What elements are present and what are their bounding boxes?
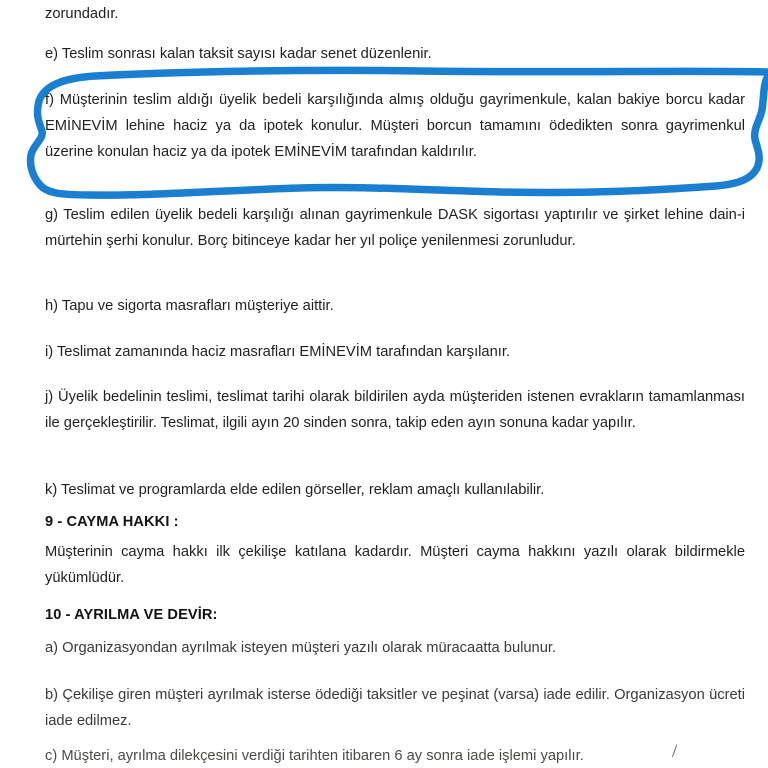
paragraph-10c: c) Müşteri, ayrılma dilekçesini verdiği tarihten itibaren 6 ay sonra iade işlemi yapılır. <box>45 748 584 764</box>
paragraph-k: k) Teslimat ve programlarda elde edilen görseller, reklam amaçlı kullanılabilir. <box>45 482 545 498</box>
heading-10-ayrilma-ve-devir: 10 - AYRILMA VE DEVİR: <box>45 607 218 623</box>
paragraph-i: i) Teslimat zamanında haciz masrafları EMİNEVİM tarafından karşılanır. <box>45 344 511 360</box>
paragraph-e: e) Teslim sonrası kalan taksit sayısı kadar senet düzenlenir. <box>45 46 432 62</box>
heading-9-cayma-hakki: 9 - CAYMA HAKKI : <box>45 514 179 530</box>
paragraph-9a: Müşterinin cayma hakkı ilk çekilişe katılana kadardır. Müşteri cayma hakkını yazılı olarak bildirmekle yükümlüdür. <box>45 544 745 586</box>
paragraph-g: g) Teslim edilen üyelik bedeli karşılığı alınan gayrimenkule DASK sigortası yaptırılır ve şirket lehine dain-i mürtehin şerhi konulur. Borç bitinceye kadar her yıl poliçe yenilenmesi zorunludur. <box>45 207 745 249</box>
paragraph-10a: a) Organizasyondan ayrılmak isteyen müşteri yazılı olarak müracaatta bulunur. <box>45 640 557 656</box>
paragraph-zorundadir: zorundadır. <box>45 6 119 22</box>
paragraph-h: h) Tapu ve sigorta masrafları müşteriye aittir. <box>45 298 334 314</box>
paragraph-f-highlighted: f) Müşterinin teslim aldığı üyelik bedeli karşılığında almış olduğu gayrimenkule, kalan bakiye borcu kadar EMİNEVİM lehine haciz ya da ipotek konulur. Müşteri borcun tamamını ödedikten sonra gayrimenkul üzerine konulan haciz ya da ipotek EMİNEVİM tarafından kaldırılır. <box>45 92 745 160</box>
document-text-body <box>45 0 745 768</box>
paragraph-j: j) Üyelik bedelinin teslimi, teslimat tarihi olarak bildirilen ayda müşteriden istenen evrakların tamamlanması ile gerçekleştirilir. Teslimat, ilgili ayın 20 sinden sonra, takip eden ayın sonuna kadar yapılır. <box>45 389 745 431</box>
paragraph-10b: b) Çekilişe giren müşteri ayrılmak isterse ödediği taksitler ve peşinat (varsa) iade edilir. Organizasyon ücreti iade edilmez. <box>45 687 745 729</box>
pen-slash-mark: / <box>672 741 678 762</box>
